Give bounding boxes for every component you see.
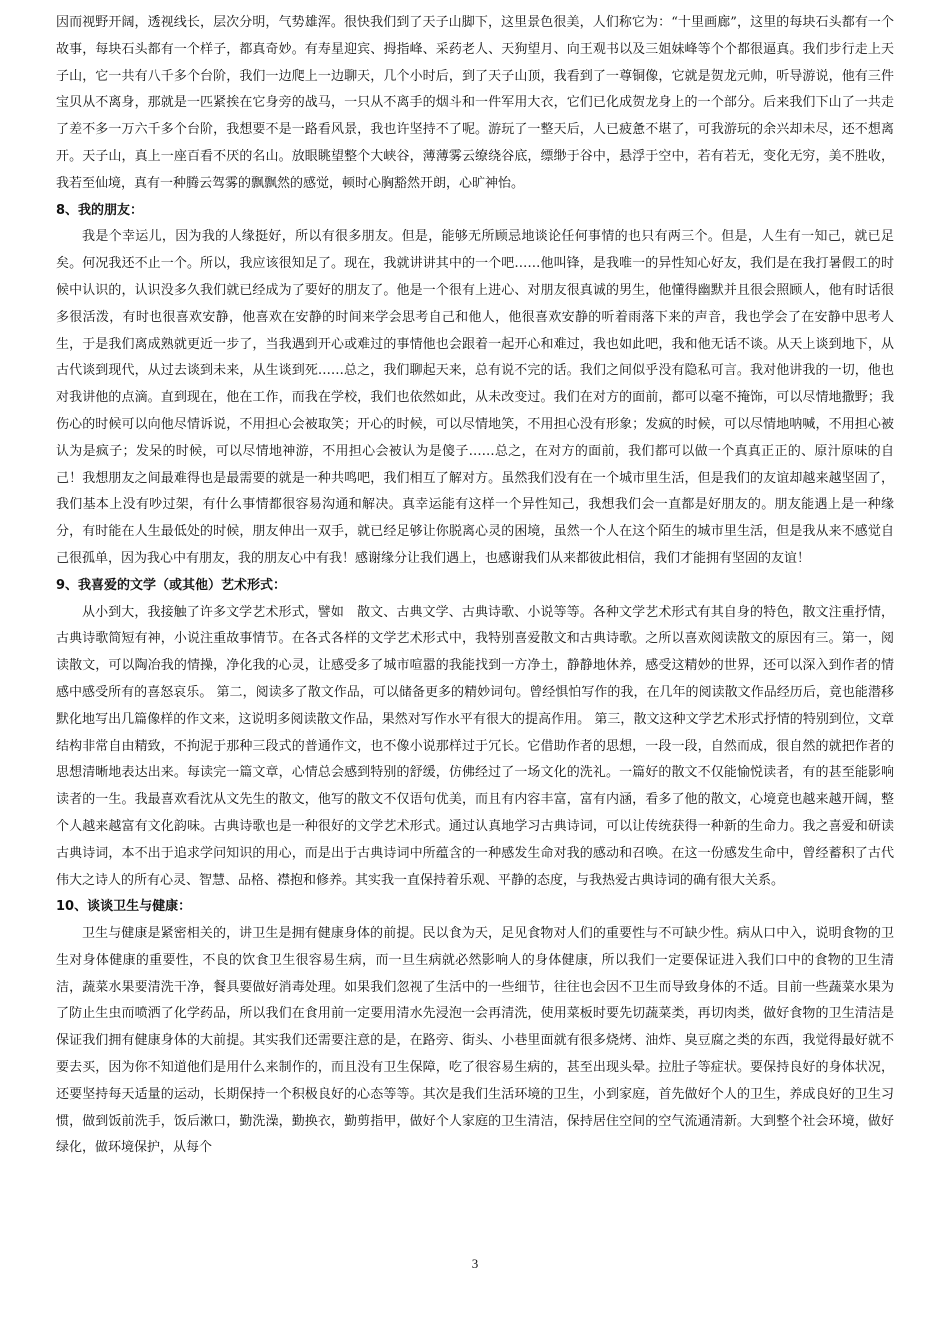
document-page (56, 10, 894, 1162)
section-body-friend: 我是个幸运儿，因为我的人缘挺好，所以有很多朋友。但是，能够无所顾忌地谈论任何事情的也只有两三个。但是，人生有一知己，就已足矣。何况我还不止一个。所以，我应该很知足了。现在，我就讲讲其中的一个吧……他叫锋，是我唯一的异性知心好友，我们是在我打暑假工的时候中认识的，认识没多久我们就已经成为了要好的朋友了。他是一个很有上进心、对朋友很真诚的男生，他懂得幽默并且很会照顾人，他有时话很多很活泼，有时也很喜欢安静，他喜欢在安静的时间来学会思考自己和他人，他很喜欢安静的听着雨落下来的声音，我也学会了在安静中思考人生，于是我们离成熟就更近一步了，当我遇到开心或难过的事情他也会跟着一起开心和难过，我也如此吧，我和他无话不谈。从天上谈到地下，从古代谈到现代，从过去谈到未来，从生谈到死……总之，我们聊起天来，总有说不完的话。我们之间似乎没有隐私可言。我对他讲我的一切，他也对我讲他的点滴。直到现在，他在工作，而我在学校，我们也依然如此，从未改变过。我们在对方的面前，都可以毫不掩饰，可以尽情地撒野；我伤心的时候可以向他尽情诉说，不用担心会被取笑；开心的时候，可以尽情地笑，不用担心没有形象；发疯的时候，可以尽情地呐喊，不用担心被认为是疯子；发呆的时候，可以尽情地神游，不用担心会被认为是傻子……总之，在对方的面前，我们都可以做一个真真正正的、原汁原味的自己！我想朋友之间最难得也是最需要的就是一种共鸣吧，我们相互了解对方。虽然我们没有在一个城市里生活，但是我们的友谊却越来越坚固了，我们基本上没有吵过架，有什么事情都很容易沟通和解决。真幸运能有这样一个异性知己，我想我们会一直都是好朋友的。朋友能遇上是一种缘分，有时能在人生最低处的时候，朋友伸出一双手，就已经足够让你脱离心灵的困境，虽然一个人在这个陌生的城市里生活，但是我从来不感觉自己很孤单，因为我心中有朋友，我的朋友心中有我！感谢缘分让我们遇上，也感谢我们从来都彼此相信，我们才能拥有坚固的友谊！ (56, 229, 894, 566)
section-body-hygiene: 卫生与健康是紧密相关的，讲卫生是拥有健康身体的前提。民以食为天，足见食物对人们的重要性与不可缺少性。病从口中入，说明食物的卫生对身体健康的重要性，不良的饮食卫生很容易生病，而一旦生病就必然影响人的身体健康，所以我们一定要保证进入我们口中的食物的卫生清洁，蔬菜水果要清洗干净，餐具要做好消毒处理。如果我们忽视了生活中的一些细节，往往也会因不卫生而导致身体的不适。目前一些蔬菜水果为了防止生虫而喷洒了化学药品，所以我们在食用前一定要用清水先浸泡一会再清洗，使用菜板时要先切蔬菜类，再切肉类，做好食物的卫生清洁是保证我们拥有健康身体的大前提。其实我们还需要注意的是，在路旁、街头、小巷里面就有很多烧烤、油炸、臭豆腐之类的东西，我觉得最好就不要去买，因为你不知道他们是用什么来制作的，而且没有卫生保障，吃了很容易生病的，甚至出现头晕。拉肚子等症状。要保持良好的身体状况，还要坚持每天适量的运动，长期保持一个积极良好的心态等等。其次是我们生活环境的卫生，小到家庭，首先做好个人的卫生，养成良好的卫生习惯，做到饭前洗手，饭后漱口，勤洗澡，勤换衣，勤剪指甲，做好个人家庭的卫生清洁，保持居住空间的空气流通清新。大到整个社会环境，做好绿化，做环境保护，从每个 (56, 926, 894, 1156)
section-heading-friend: 8、我的朋友： (56, 202, 144, 218)
intro-paragraph: 因而视野开阔，透视线长，层次分明，气势雄浑。很快我们到了天子山脚下，这里景色很美，人们称它为：“十里画廊”，这里的每块石头都有一个故事，每块石头都有一个样子，都真奇妙。有寿星迎宾、拇指峰、采药老人、天狗望月、向王观书以及三姐妹峰等个个都很逼真。我们步行走上天子山，它一共有八千多个台阶，我们一边爬上一边聊天，几个小时后，到了天子山顶，我看到了一尊铜像，它就是贺龙元帅，听导游说，他有三件宝贝从不离身，那就是一匹紧挨在它身旁的战马，一只从不离手的烟斗和一件军用大衣，它们已化成贺龙身上的一个部分。后来我们下山了一共走了差不多一万六千多个台阶，我想要不是一路看风景，我也许坚持不了呢。游玩了一整天后，人已疲惫不堪了，可我游玩的余兴却未尽，还不想离开。天子山，真上一座百看不厌的名山。放眼眺望整个大峡谷，薄薄雾云缭绕谷底，缥缈于谷中，悬浮于空中，若有若无，变化无穷，美不胜收，我若至仙境，真有一种腾云驾雾的飘飘然的感觉，顿时心胸豁然开朗，心旷神怡。 (56, 15, 894, 191)
section-body-literature: 从小到大，我接触了许多文学艺术形式，譬如 散文、古典文学、古典诗歌、小说等等。各种文学艺术形式有其自身的特色，散文注重抒情，古典诗歌简短有神，小说注重故事情节。在各式各样的文学艺术形式中，我特别喜爱散文和古典诗歌。之所以喜欢阅读散文的原因有三。第一，阅读散文，可以陶冶我的情操，净化我的心灵，让感受多了城市喧嚣的我能找到一方净土，静静地休养，感受这精妙的世界，还可以深入到作者的情感中感受所有的喜怒哀乐。 第二，阅读多了散文作品，可以储备更多的精妙词句。曾经惧怕写作的我，在几年的阅读散文作品经历后，竟也能潜移默化地写出几篇像样的作文来，这说明多阅读散文作品，果然对写作水平有很大的提高作用。 第三，散文这种文学艺术形式抒情的特别到位，文章结构非常自由精致，不拘泥于那种三段式的普通作文，也不像小说那样过于冗长。它借助作者的思想，一段一段，自然而成，很自然的就把作者的思想清晰地表达出来。每读完一篇文章，心情总会感到特别的舒缓，仿佛经过了一场文化的洗礼。一篇好的散文不仅能愉悦读者，有的甚至能影响读者的一生。我最喜欢看沈从文先生的散文，他写的散文不仅语句优美，而且有内容丰富，富有内涵，看多了他的散文，心境竟也越来越开阔，整个人越来越富有文化韵味。古典诗歌也是一种很好的文学艺术形式。通过认真地学习古典诗词，可以让传统获得一种新的生命力。我之喜爱和研读古典诗词，本不出于追求学问知识的用心，而是出于古典诗词中所蕴含的一种感发生命对我的感动和召唤。在这一份感发生命中，曾经蓄积了古代伟大之诗人的所有心灵、智慧、品格、襟抱和修养。其实我一直保持着乐观、平静的态度，与我热爱古典诗词的确有很大关系。 (56, 604, 894, 888)
page-number: 3 (471, 1256, 479, 1271)
section-heading-hygiene: 10、谈谈卫生与健康： (56, 899, 192, 915)
section-heading-literature: 9、我喜爱的文学（或其他）艺术形式： (56, 577, 287, 593)
